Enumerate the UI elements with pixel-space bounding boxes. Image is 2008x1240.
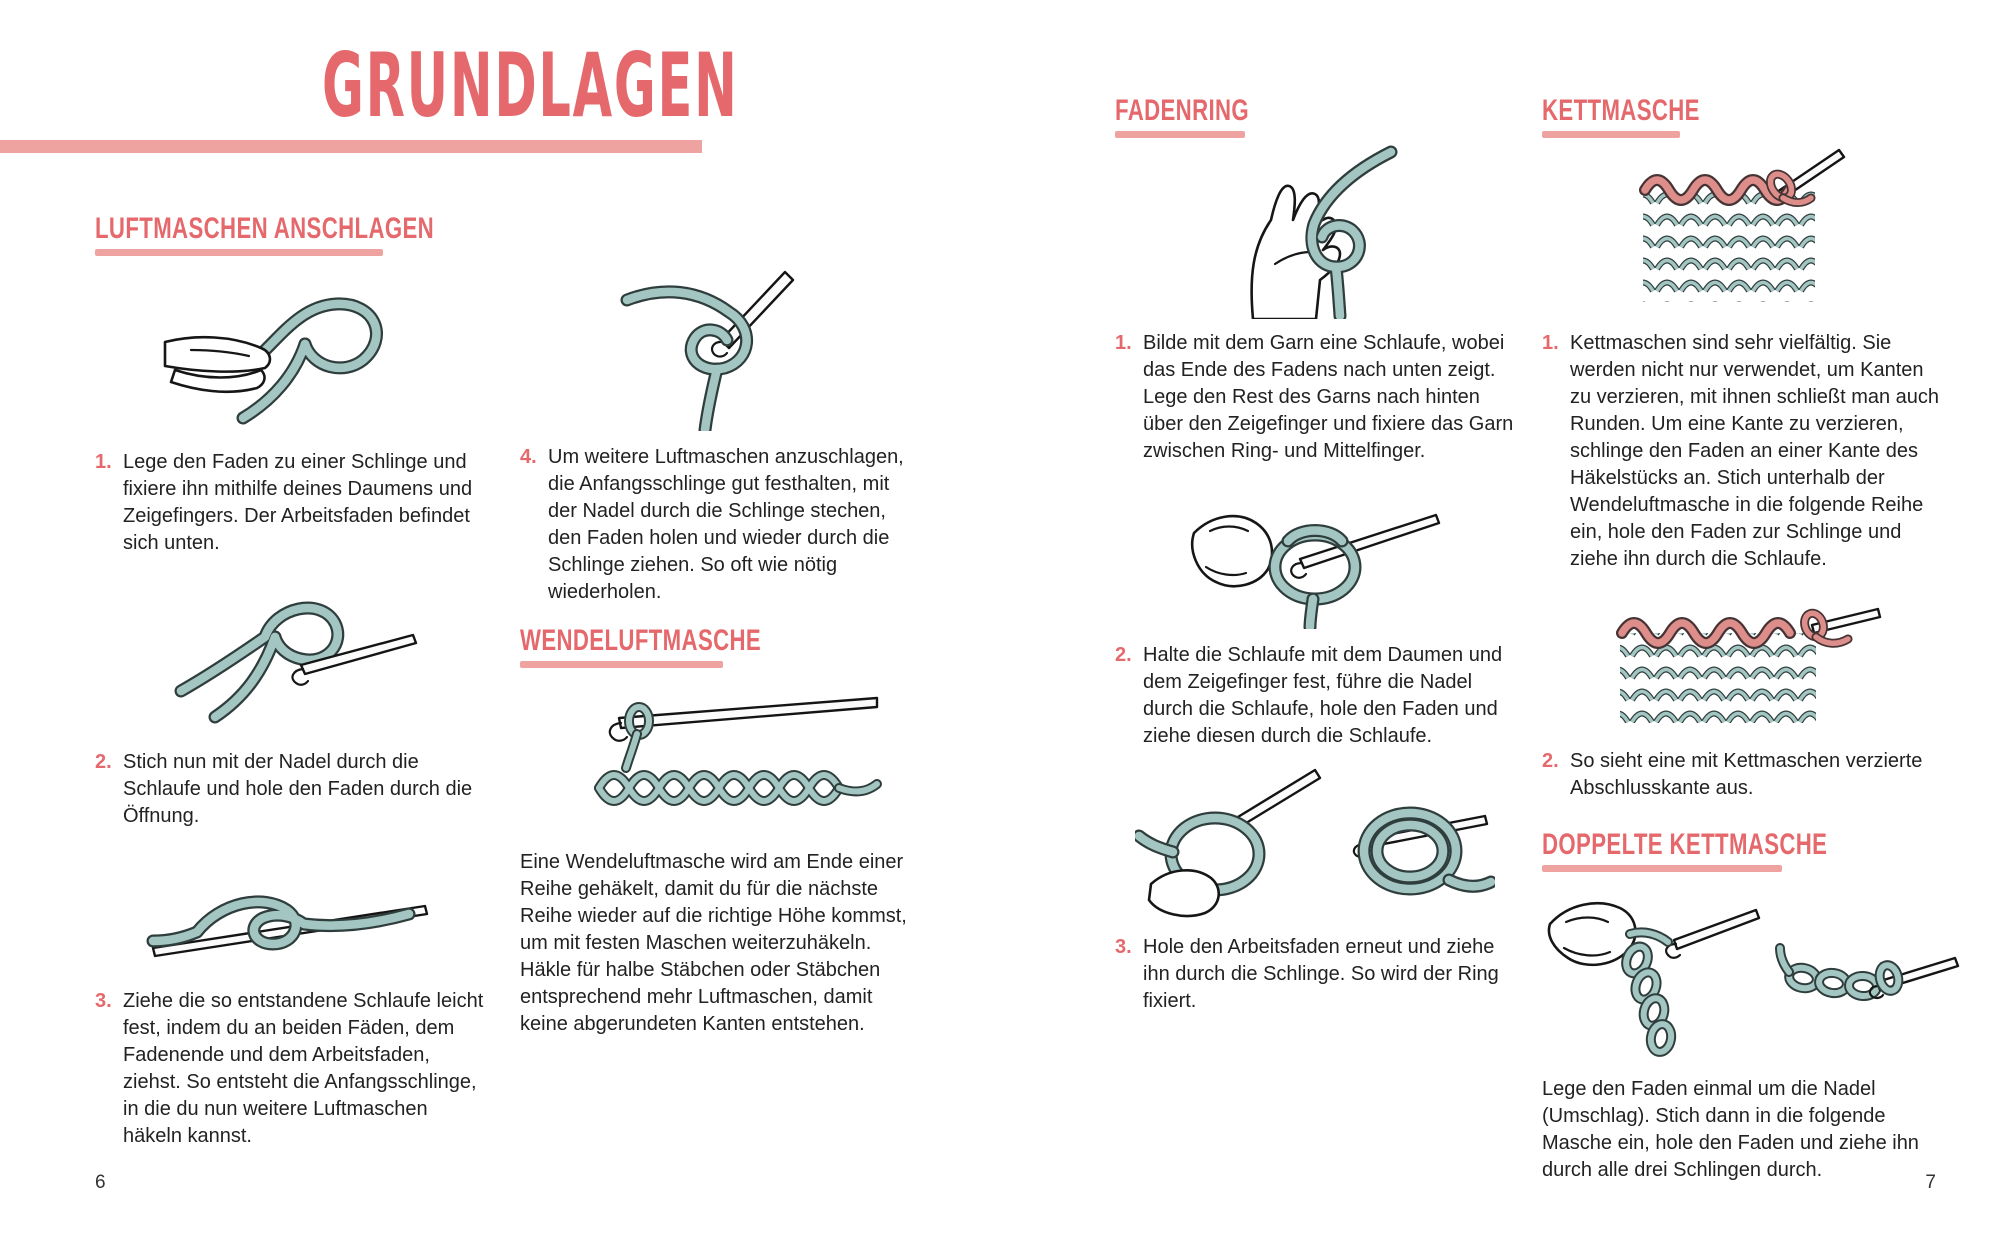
step-number: 3. bbox=[1115, 936, 1132, 958]
illustration-wendeluftmasche bbox=[520, 674, 920, 839]
illustration-doppelte-kettmasche bbox=[1542, 882, 1950, 1062]
heading-underline-bar bbox=[95, 249, 383, 256]
step-fadenring-1 bbox=[1115, 330, 1515, 465]
step-text: Lege den Faden zu einer Schlinge und fixiere ihn mithilfe deines Daumens und Zeigefingers. Der Arbeitsfaden befindet sich unten. bbox=[123, 451, 473, 554]
heading-text: DOPPELTE KETTMASCHE bbox=[1542, 828, 1828, 861]
right-column-1 bbox=[1115, 94, 1515, 1015]
heading-text: FADENRING bbox=[1115, 94, 1250, 127]
section-heading-fadenring bbox=[1115, 94, 1515, 138]
page-number-left: 6 bbox=[95, 1172, 106, 1193]
step-luftmaschen-3 bbox=[95, 988, 487, 1150]
step-number: 1. bbox=[95, 451, 112, 473]
title-underline-bar bbox=[0, 140, 702, 153]
illustration-knot-on-needle bbox=[95, 854, 487, 974]
step-text: Um weitere Luftmaschen anzuschlagen, die Anfangsschlinge gut festhalten, mit der Nadel durch die Schlinge stechen, den Faden holen und wieder durch die Schlinge ziehen. So oft wie nötig wiederholen. bbox=[548, 446, 904, 603]
illustration-kettmasche-kante bbox=[1542, 595, 1950, 740]
wendeluftmasche-body-text: Eine Wendeluftmasche wird am Ende einer Reihe gehäkelt, damit du für die nächste Reihe wieder auf die richtige Höhe kommst, um mit festen Maschen weiterzuhäkeln. Häkle für halbe Stäbchen oder Stäbchen entsprechend mehr Luftmaschen, damit keine abgerundeten Kanten entstehen. bbox=[520, 851, 907, 1035]
left-column-2 bbox=[520, 266, 920, 1038]
page-title bbox=[322, 34, 1040, 137]
doppelte-kettmasche-body-text: Lege den Faden einmal um die Nadel (Umschlag). Stich dann in die folgende Masche ein, hole den Faden und ziehe ihn durch alle drei Schlingen durch. bbox=[1542, 1078, 1919, 1181]
illustration-needle-through-loop bbox=[95, 579, 487, 739]
section-heading-doppelte-kettmasche bbox=[1542, 828, 1950, 872]
section-heading-wendeluftmasche bbox=[520, 624, 920, 668]
step-text: Kettmaschen sind sehr vielfältig. Sie werden nicht nur verwendet, um Kanten zu verzieren, mit ihnen schließt man auch Runden. Um eine Kante zu verzieren, schlinge den Faden an einer Kante des Häkelstücks an. Stich unterhalb der Wendeluftmasche in die folgende Reihe ein, hole den Faden zur Schlinge und ziehe ihn durch die Schlaufe. bbox=[1570, 332, 1940, 570]
illustration-chain-start-hook bbox=[520, 266, 920, 436]
right-column-2 bbox=[1542, 94, 1950, 1184]
double-slip-stitch-drawing bbox=[1542, 882, 1962, 1057]
step-text: Ziehe die so entstandene Schlaufe leicht fest, indem du an beiden Fäden, dem Fadenende und dem Arbeitsfaden, ziehst. So entsteht die Anfangsschlinge, in die du nun weitere Luftmaschen häkeln kannst. bbox=[123, 990, 484, 1147]
heading-underline-bar bbox=[1542, 131, 1680, 138]
chain-start-hook-drawing bbox=[615, 266, 825, 431]
heading-underline-bar bbox=[520, 661, 723, 668]
illustration-fadenring-hook bbox=[1115, 479, 1515, 634]
page-title-text: GRUNDLAGEN bbox=[322, 34, 739, 137]
heading-text: KETTMASCHE bbox=[1542, 94, 1700, 127]
left-column-1 bbox=[95, 212, 487, 1150]
step-number: 1. bbox=[1115, 332, 1132, 354]
section-heading-luftmaschen bbox=[95, 212, 487, 256]
step-text: Halte die Schlaufe mit dem Daumen und dem Zeigefinger fest, führe die Nadel durch die Schlaufe, hole den Faden und ziehe diesen durch die Schlaufe. bbox=[1143, 644, 1503, 747]
heading-text: WENDELUFTMASCHE bbox=[520, 624, 762, 657]
knot-on-needle-drawing bbox=[141, 854, 441, 969]
ring-fixing-drawing bbox=[1135, 756, 1495, 921]
step-text: Stich nun mit der Nadel durch die Schlaufe und hole den Faden durch die Öffnung. bbox=[123, 751, 473, 827]
yarn-loop-hand-drawing bbox=[161, 278, 421, 428]
step-kettmasche-1 bbox=[1542, 330, 1950, 573]
step-number: 2. bbox=[1542, 750, 1559, 772]
step-luftmaschen-4 bbox=[520, 444, 920, 606]
illustration-slip-loop-hand bbox=[95, 278, 487, 433]
heading-text: LUFTMASCHEN ANSCHLAGEN bbox=[95, 212, 435, 245]
step-number: 4. bbox=[520, 446, 537, 468]
hook-through-ring-drawing bbox=[1180, 479, 1450, 629]
step-fadenring-2 bbox=[1115, 642, 1515, 750]
slip-stitch-swatch-drawing bbox=[1631, 142, 1861, 317]
step-number: 3. bbox=[95, 990, 112, 1012]
slip-stitch-edge-drawing bbox=[1606, 595, 1886, 735]
heading-underline-bar bbox=[1542, 865, 1782, 872]
step-number: 2. bbox=[1115, 644, 1132, 666]
turning-chain-drawing bbox=[555, 674, 885, 834]
yarn-ring-hand-drawing bbox=[1195, 144, 1435, 319]
step-text: So sieht eine mit Kettmaschen verzierte Abschlusskante aus. bbox=[1570, 750, 1923, 799]
step-text: Hole den Arbeitsfaden erneut und ziehe ihn durch die Schlinge. So wird der Ring fixiert. bbox=[1143, 936, 1499, 1012]
step-kettmasche-2 bbox=[1542, 748, 1950, 802]
step-luftmaschen-2 bbox=[95, 749, 487, 830]
needle-through-loop-drawing bbox=[151, 579, 431, 734]
step-number: 1. bbox=[1542, 332, 1559, 354]
illustration-fadenring-hand bbox=[1115, 144, 1515, 324]
page-number-right: 7 bbox=[1925, 1172, 1936, 1193]
section-heading-kettmasche bbox=[1542, 94, 1950, 138]
step-number: 2. bbox=[95, 751, 112, 773]
heading-underline-bar bbox=[1115, 131, 1245, 138]
illustration-fadenring-fixieren bbox=[1115, 756, 1515, 926]
step-luftmaschen-1 bbox=[95, 449, 487, 557]
step-fadenring-3 bbox=[1115, 934, 1515, 1015]
illustration-kettmasche-swatch bbox=[1542, 142, 1950, 322]
step-text: Bilde mit dem Garn eine Schlaufe, wobei das Ende des Fadens nach unten zeigt. Lege den Rest des Garns nach hinten über den Zeigefinger und fixiere das Garn zwischen Ring- und Mittelfinger. bbox=[1143, 332, 1514, 462]
